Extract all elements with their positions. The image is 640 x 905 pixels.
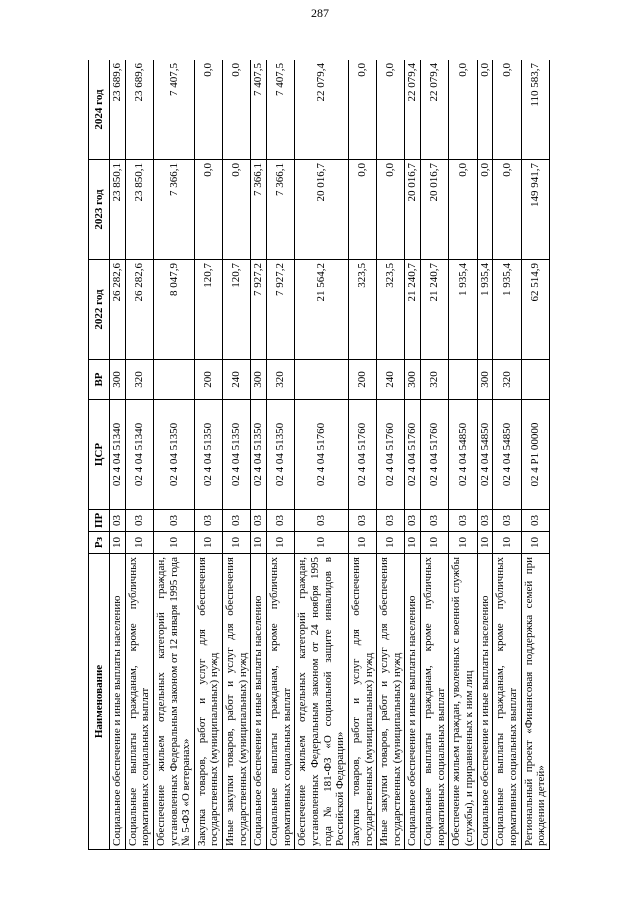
cell-rz: 10 xyxy=(295,532,349,554)
cell-vr: 200 xyxy=(194,360,222,400)
cell-vr: 240 xyxy=(223,360,251,400)
cell-y2022: 21 240,7 xyxy=(421,260,449,360)
cell-y2024: 23 689,6 xyxy=(125,60,153,160)
cell-pr: 03 xyxy=(421,510,449,532)
cell-y2022: 21 564,2 xyxy=(295,260,349,360)
cell-rz: 10 xyxy=(153,532,194,554)
cell-vr xyxy=(521,360,549,400)
cell-rz: 10 xyxy=(223,532,251,554)
cell-y2023: 7 366,1 xyxy=(251,160,267,260)
header-rz: Рз xyxy=(89,532,110,554)
cell-rz: 10 xyxy=(267,532,295,554)
table-row xyxy=(449,60,477,850)
table-row xyxy=(421,60,449,850)
cell-y2024: 0,0 xyxy=(477,60,493,160)
cell-csr: 02 4 04 51350 xyxy=(194,400,222,510)
cell-y2024: 23 689,6 xyxy=(110,60,126,160)
header-vr: ВР xyxy=(89,360,110,400)
cell-rz: 10 xyxy=(194,532,222,554)
header-csr: ЦСР xyxy=(89,400,110,510)
cell-csr: 02 4 04 54850 xyxy=(493,400,521,510)
cell-csr: 02 4 04 51350 xyxy=(251,400,267,510)
table-row xyxy=(125,60,153,850)
cell-vr xyxy=(295,360,349,400)
cell-name: Социальное обеспечение и иные выплаты населению xyxy=(110,554,126,850)
cell-csr: 02 4 P1 00000 xyxy=(521,400,549,510)
cell-vr: 240 xyxy=(377,360,405,400)
header-name: Наименование xyxy=(89,554,110,850)
cell-y2024: 0,0 xyxy=(223,60,251,160)
cell-pr: 03 xyxy=(251,510,267,532)
cell-csr: 02 4 04 51350 xyxy=(267,400,295,510)
cell-y2024: 110 583,7 xyxy=(521,60,549,160)
cell-y2024: 7 407,5 xyxy=(251,60,267,160)
cell-y2022: 120,7 xyxy=(223,260,251,360)
cell-rz: 10 xyxy=(251,532,267,554)
cell-csr: 02 4 04 51340 xyxy=(125,400,153,510)
cell-rz: 10 xyxy=(125,532,153,554)
cell-name: Социальное обеспечение и иные выплаты населению xyxy=(477,554,493,850)
cell-name: Закупка товаров, работ и услуг для обеспечения государственных (муниципальных) нужд xyxy=(194,554,222,850)
cell-rz: 10 xyxy=(405,532,421,554)
cell-y2023: 0,0 xyxy=(377,160,405,260)
cell-pr: 03 xyxy=(449,510,477,532)
cell-y2024: 0,0 xyxy=(449,60,477,160)
cell-y2022: 7 927,2 xyxy=(251,260,267,360)
cell-y2024: 0,0 xyxy=(493,60,521,160)
cell-name: Закупка товаров, работ и услуг для обеспечения государственных (муниципальных) нужд xyxy=(348,554,376,850)
cell-y2023: 23 850,1 xyxy=(125,160,153,260)
table-body xyxy=(110,60,550,850)
cell-y2023: 20 016,7 xyxy=(405,160,421,260)
cell-y2023: 7 366,1 xyxy=(153,160,194,260)
cell-name: Социальные выплаты гражданам, кроме публичных нормативных социальных выплат xyxy=(125,554,153,850)
cell-vr: 300 xyxy=(110,360,126,400)
table-row xyxy=(377,60,405,850)
cell-y2023: 0,0 xyxy=(223,160,251,260)
cell-pr: 03 xyxy=(348,510,376,532)
cell-rz: 10 xyxy=(348,532,376,554)
cell-name: Социальное обеспечение и иные выплаты населению xyxy=(405,554,421,850)
cell-name: Обеспечение жильем отдельных категорий граждан, установленных Федеральным законом от 12 января 1995 года № 5-ФЗ «О ветеранах» xyxy=(153,554,194,850)
table-row xyxy=(493,60,521,850)
cell-y2022: 120,7 xyxy=(194,260,222,360)
cell-name: Обеспечение жильем отдельных категорий граждан, установленных Федеральным законом от 24 ноября 1995 года № 181-ФЗ «О социальной защите инвалидов в Российской Федерации» xyxy=(295,554,349,850)
cell-vr xyxy=(153,360,194,400)
cell-rz: 10 xyxy=(449,532,477,554)
cell-rz: 10 xyxy=(110,532,126,554)
cell-y2023: 0,0 xyxy=(477,160,493,260)
cell-name: Социальное обеспечение и иные выплаты населению xyxy=(251,554,267,850)
cell-name: Региональный проект «Финансовая поддержка семей при рождении детей» xyxy=(521,554,549,850)
cell-csr: 02 4 04 51350 xyxy=(223,400,251,510)
cell-rz: 10 xyxy=(477,532,493,554)
header-2022: 2022 год xyxy=(89,260,110,360)
cell-csr: 02 4 04 54850 xyxy=(477,400,493,510)
cell-y2022: 323,5 xyxy=(348,260,376,360)
cell-y2024: 22 079,4 xyxy=(295,60,349,160)
cell-csr: 02 4 04 51760 xyxy=(421,400,449,510)
header-pr: ПР xyxy=(89,510,110,532)
cell-vr: 320 xyxy=(493,360,521,400)
table-row xyxy=(223,60,251,850)
cell-y2023: 0,0 xyxy=(348,160,376,260)
cell-csr: 02 4 04 51340 xyxy=(110,400,126,510)
cell-y2024: 22 079,4 xyxy=(405,60,421,160)
table-row xyxy=(348,60,376,850)
cell-pr: 03 xyxy=(377,510,405,532)
cell-y2022: 1 935,4 xyxy=(493,260,521,360)
cell-csr: 02 4 04 54850 xyxy=(449,400,477,510)
cell-vr: 320 xyxy=(125,360,153,400)
table-row xyxy=(194,60,222,850)
cell-pr: 03 xyxy=(521,510,549,532)
cell-pr: 03 xyxy=(405,510,421,532)
cell-vr: 300 xyxy=(405,360,421,400)
cell-vr: 300 xyxy=(477,360,493,400)
rotated-table-page xyxy=(88,60,570,850)
table-row xyxy=(153,60,194,850)
table-row xyxy=(295,60,349,850)
cell-pr: 03 xyxy=(493,510,521,532)
cell-y2024: 0,0 xyxy=(194,60,222,160)
cell-vr: 200 xyxy=(348,360,376,400)
cell-y2023: 7 366,1 xyxy=(267,160,295,260)
cell-y2024: 22 079,4 xyxy=(421,60,449,160)
cell-y2022: 62 514,9 xyxy=(521,260,549,360)
cell-pr: 03 xyxy=(223,510,251,532)
cell-y2022: 1 935,4 xyxy=(449,260,477,360)
cell-pr: 03 xyxy=(267,510,295,532)
cell-y2023: 0,0 xyxy=(449,160,477,260)
cell-rz: 10 xyxy=(521,532,549,554)
cell-name: Социальные выплаты гражданам, кроме публичных нормативных социальных выплат xyxy=(267,554,295,850)
cell-vr: 300 xyxy=(251,360,267,400)
cell-name: Социальные выплаты гражданам, кроме публичных нормативных социальных выплат xyxy=(493,554,521,850)
rotated-table-container xyxy=(88,60,570,850)
cell-y2024: 0,0 xyxy=(377,60,405,160)
table-row xyxy=(110,60,126,850)
cell-y2022: 8 047,9 xyxy=(153,260,194,360)
cell-rz: 10 xyxy=(421,532,449,554)
cell-pr: 03 xyxy=(194,510,222,532)
cell-y2022: 323,5 xyxy=(377,260,405,360)
cell-y2022: 26 282,6 xyxy=(125,260,153,360)
cell-name: Иные закупки товаров, работ и услуг для обеспечения государственных (муниципальных) нужд xyxy=(377,554,405,850)
cell-name: Социальные выплаты гражданам, кроме публичных нормативных социальных выплат xyxy=(421,554,449,850)
cell-pr: 03 xyxy=(477,510,493,532)
cell-rz: 10 xyxy=(493,532,521,554)
cell-y2024: 0,0 xyxy=(348,60,376,160)
cell-csr: 02 4 04 51760 xyxy=(348,400,376,510)
page-number: 287 xyxy=(311,6,329,20)
cell-vr: 320 xyxy=(267,360,295,400)
table-row xyxy=(251,60,267,850)
budget-table xyxy=(88,60,550,850)
cell-y2023: 149 941,7 xyxy=(521,160,549,260)
cell-csr: 02 4 04 51760 xyxy=(377,400,405,510)
cell-csr: 02 4 04 51760 xyxy=(405,400,421,510)
cell-name: Иные закупки товаров, работ и услуг для обеспечения государственных (муниципальных) нужд xyxy=(223,554,251,850)
table-header-row xyxy=(89,60,110,850)
cell-y2022: 1 935,4 xyxy=(477,260,493,360)
cell-y2023: 20 016,7 xyxy=(421,160,449,260)
cell-y2024: 7 407,5 xyxy=(153,60,194,160)
cell-csr: 02 4 04 51760 xyxy=(295,400,349,510)
cell-pr: 03 xyxy=(153,510,194,532)
cell-pr: 03 xyxy=(295,510,349,532)
cell-y2022: 26 282,6 xyxy=(110,260,126,360)
cell-pr: 03 xyxy=(110,510,126,532)
cell-y2023: 20 016,7 xyxy=(295,160,349,260)
cell-y2023: 23 850,1 xyxy=(110,160,126,260)
table-row xyxy=(477,60,493,850)
cell-name: Обеспечение жильем граждан, уволенных с военной службы (службы), и приравненных к ним лиц xyxy=(449,554,477,850)
cell-vr: 320 xyxy=(421,360,449,400)
cell-y2022: 21 240,7 xyxy=(405,260,421,360)
table-row xyxy=(521,60,549,850)
header-2024: 2024 год xyxy=(89,60,110,160)
table-row xyxy=(405,60,421,850)
cell-y2023: 0,0 xyxy=(194,160,222,260)
cell-y2024: 7 407,5 xyxy=(267,60,295,160)
cell-y2022: 7 927,2 xyxy=(267,260,295,360)
cell-rz: 10 xyxy=(377,532,405,554)
cell-pr: 03 xyxy=(125,510,153,532)
cell-csr: 02 4 04 51350 xyxy=(153,400,194,510)
table-row xyxy=(267,60,295,850)
cell-vr xyxy=(449,360,477,400)
cell-y2023: 0,0 xyxy=(493,160,521,260)
header-2023: 2023 год xyxy=(89,160,110,260)
